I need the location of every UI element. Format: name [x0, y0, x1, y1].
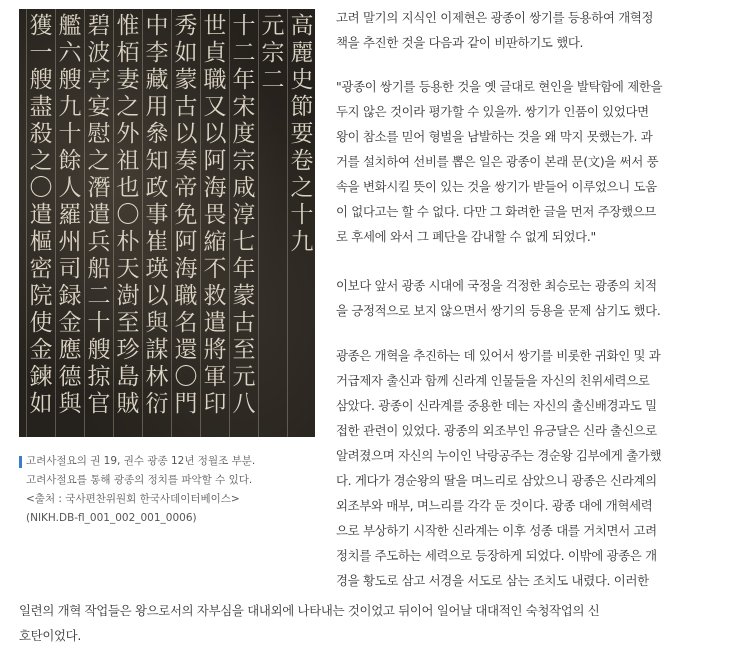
- hanja-character: 淳: [232, 202, 256, 228]
- column-rule: [258, 9, 259, 437]
- hanja-character: 一: [29, 40, 53, 66]
- classical-text-column: [231, 13, 257, 418]
- hanja-character: 咸: [232, 175, 256, 201]
- paragraph-quote: [336, 74, 729, 249]
- hanja-character: 艘: [87, 337, 111, 363]
- hanja-character: 如: [174, 40, 198, 66]
- caption-source-id: (NIKH.DB-fl_001_002_001_0006): [26, 512, 197, 524]
- hanja-character: 印: [203, 391, 227, 417]
- hanja-character: 珍: [116, 337, 140, 363]
- hanja-character: 宋: [232, 94, 256, 120]
- hanja-character: 李: [145, 40, 169, 66]
- hanja-character: 澍: [116, 283, 140, 309]
- hanja-character: 海: [174, 256, 198, 282]
- hanja-character: 以: [174, 121, 198, 147]
- hanja-character: 卷: [290, 148, 314, 174]
- hanja-character: 鍊: [29, 364, 53, 390]
- classical-text-column: [57, 13, 83, 418]
- hanja-character: 門: [174, 391, 198, 417]
- hanja-character: 元: [261, 13, 285, 39]
- hanja-character: 外: [116, 121, 140, 147]
- hanja-character: 九: [58, 94, 82, 120]
- hanja-character: 以: [145, 283, 169, 309]
- hanja-character: 波: [87, 40, 111, 66]
- text-line: 속을 변화시킬 뜻이 있는 것을 쌍기가 받들어 이루었으니 도움: [336, 179, 657, 194]
- hanja-character: 秀: [174, 13, 198, 39]
- hanja-character: 政: [145, 175, 169, 201]
- text-line: 왕이 참소를 믿어 형벌을 남발하는 것을 왜 막지 못했는가. 과: [336, 129, 653, 144]
- hanja-character: 德: [58, 364, 82, 390]
- text-line: 으로 부상하기 시작한 신라계는 이후 성종 대를 거치면서 고려: [336, 523, 657, 538]
- text-line: 일련의 개혁 작업들은 왕으로서의 자부심을 대내외에 나타내는 것이었고 뒤이어 일어날 대대적인 숙청작업의 신: [19, 603, 600, 618]
- hanja-character: 〇: [116, 202, 140, 228]
- image-caption: [19, 452, 319, 528]
- text-line: 책을 추진한 것을 다음과 같이 비판하기도 했다.: [336, 35, 584, 50]
- hanja-character: 十: [87, 310, 111, 336]
- hanja-character: 又: [203, 94, 227, 120]
- paragraph-4-continued: [19, 598, 729, 648]
- hanja-character: 之: [290, 175, 314, 201]
- hanja-character: 與: [145, 310, 169, 336]
- hanja-character: 以: [203, 121, 227, 147]
- text-line: 거를 설치하여 선비를 뽑은 일은 광종이 본래 문(文)을 써서 풍: [336, 154, 659, 169]
- column-rule: [55, 9, 56, 437]
- hanja-character: 將: [203, 337, 227, 363]
- hanja-character: 不: [203, 256, 227, 282]
- hanja-character: 救: [203, 283, 227, 309]
- hanja-character: 名: [174, 310, 198, 336]
- hanja-character: 古: [174, 94, 198, 120]
- hanja-character: 高: [290, 13, 314, 39]
- hanja-character: 密: [29, 256, 53, 282]
- hanja-character: 賊: [116, 391, 140, 417]
- hanja-character: 艘: [58, 67, 82, 93]
- text-line: 광종은 개혁을 추진하는 데 있어서 쌍기를 비롯한 귀화인 및 과: [336, 348, 661, 363]
- hanja-character: 二: [87, 283, 111, 309]
- hanja-character: 還: [174, 337, 198, 363]
- hanja-character: 林: [145, 364, 169, 390]
- hanja-character: 叅: [145, 121, 169, 147]
- hanja-character: 知: [145, 148, 169, 174]
- hanja-character: 人: [58, 175, 82, 201]
- hanja-character: 八: [232, 391, 256, 417]
- hanja-character: 蒙: [232, 283, 256, 309]
- hanja-character: 帝: [174, 175, 198, 201]
- hanja-character: 九: [290, 229, 314, 255]
- hanja-character: 慰: [87, 121, 111, 147]
- hanja-character: 如: [29, 391, 53, 417]
- hanja-character: 之: [29, 148, 53, 174]
- hanja-character: 與: [58, 391, 82, 417]
- hanja-character: 二: [261, 67, 285, 93]
- hanja-character: 惟: [116, 13, 140, 39]
- classical-text-column: [28, 13, 54, 418]
- classical-text-column: [115, 13, 141, 418]
- hanja-character: 十: [58, 121, 82, 147]
- hanja-character: 軍: [203, 364, 227, 390]
- hanja-character: 之: [116, 94, 140, 120]
- hanja-character: 史: [290, 67, 314, 93]
- hanja-character: 船: [87, 256, 111, 282]
- hanja-character: 羅: [58, 202, 82, 228]
- text-line: 이보다 앞서 광종 시대에 국정을 걱정한 최승로는 광종의 치적: [336, 278, 657, 293]
- text-line: 다. 게다가 경순왕의 딸을 며느리로 삼았으니 광종은 신라계의: [336, 473, 657, 488]
- hanja-character: 元: [232, 364, 256, 390]
- hanja-character: 宴: [87, 94, 111, 120]
- hanja-character: 之: [87, 148, 111, 174]
- caption-line-2: 고려사절요를 통해 광종의 정치를 파악할 수 있다.: [26, 474, 253, 486]
- caption-line-1: 고려사절요의 권 19, 권수 광종 12년 정월조 부분.: [26, 455, 256, 467]
- hanja-character: 麗: [290, 40, 314, 66]
- hanja-character: 盡: [29, 94, 53, 120]
- hanja-character: 衍: [145, 391, 169, 417]
- hanja-character: 蒙: [174, 67, 198, 93]
- hanja-character: 遣: [29, 202, 53, 228]
- hanja-character: 事: [145, 202, 169, 228]
- paragraph-1: [336, 5, 729, 55]
- hanja-character: 金: [29, 337, 53, 363]
- hanja-character: 掠: [87, 364, 111, 390]
- hanja-character: 艘: [29, 67, 53, 93]
- historical-text-image: [19, 9, 315, 437]
- hanja-character: 古: [232, 310, 256, 336]
- hanja-character: 餘: [58, 148, 82, 174]
- hanja-character: 用: [145, 94, 169, 120]
- hanja-character: 度: [232, 121, 256, 147]
- classical-text-column: [260, 13, 286, 94]
- hanja-character: 殺: [29, 121, 53, 147]
- hanja-character: 藏: [145, 67, 169, 93]
- hanja-character: 朴: [116, 229, 140, 255]
- hanja-character: 祖: [116, 148, 140, 174]
- text-line: 호탄이었다.: [19, 628, 81, 643]
- hanja-character: 州: [58, 229, 82, 255]
- hanja-character: 要: [290, 121, 314, 147]
- hanja-character: 十: [232, 13, 256, 39]
- column-rule: [142, 9, 143, 437]
- hanja-character: 阿: [203, 148, 227, 174]
- hanja-character: 謀: [145, 337, 169, 363]
- classical-text-column: [202, 13, 228, 418]
- hanja-character: 奏: [174, 148, 198, 174]
- hanja-character: 院: [29, 283, 53, 309]
- classical-text-column: [144, 13, 170, 418]
- column-rule: [200, 9, 201, 437]
- hanja-character: 職: [203, 67, 227, 93]
- hanja-character: 亭: [87, 67, 111, 93]
- hanja-character: 獲: [29, 13, 53, 39]
- text-line: 접한 관련이 있었다. 광종의 외조부인 유긍달은 신라 출신으로: [336, 423, 657, 438]
- hanja-character: 年: [232, 67, 256, 93]
- text-line: 을 긍정적으로 보지 않으면서 쌍기의 등용을 문제 삼기도 했다.: [336, 303, 661, 318]
- hanja-character: 金: [58, 310, 82, 336]
- hanja-character: 也: [116, 175, 140, 201]
- hanja-character: 〇: [174, 364, 198, 390]
- column-rule: [26, 9, 27, 437]
- hanja-character: 〇: [29, 175, 53, 201]
- hanja-character: 年: [232, 256, 256, 282]
- text-line: 두지 않은 것이라 평가할 수 있을까. 쌍기가 인품이 있었다면: [336, 104, 649, 119]
- hanja-character: 艦: [58, 13, 82, 39]
- hanja-character: 録: [58, 283, 82, 309]
- column-rule: [229, 9, 230, 437]
- text-line: 정치를 주도하는 세력으로 등장하게 되었다. 이밖에 광종은 개: [336, 548, 657, 563]
- hanja-character: 遣: [87, 202, 111, 228]
- text-line: 거급제자 출신과 함께 신라계 인물들을 자신의 친위세력으로: [336, 373, 650, 388]
- hanja-character: 中: [145, 13, 169, 39]
- text-line: "광종이 쌍기를 등용한 것을 옛 글대로 현인을 발탁함에 제한을: [336, 79, 663, 94]
- hanja-character: 潛: [87, 175, 111, 201]
- text-line: 이 없다고는 할 수 없다. 다만 그 화려한 글을 먼저 주장했으므: [336, 204, 657, 219]
- classical-text-column: [173, 13, 199, 418]
- hanja-character: 六: [58, 40, 82, 66]
- hanja-character: 海: [203, 175, 227, 201]
- hanja-character: 栢: [116, 40, 140, 66]
- hanja-character: 二: [232, 40, 256, 66]
- caption-source: <출처 : 국사편찬위원회 한국사데이터베이스>: [26, 493, 240, 505]
- hanja-character: 畏: [203, 202, 227, 228]
- hanja-character: 瑛: [145, 256, 169, 282]
- hanja-character: 應: [58, 337, 82, 363]
- classical-text-column: [289, 13, 315, 256]
- hanja-character: 十: [290, 202, 314, 228]
- hanja-character: 宗: [261, 40, 285, 66]
- hanja-character: 兵: [87, 229, 111, 255]
- column-rule: [113, 9, 114, 437]
- hanja-character: 七: [232, 229, 256, 255]
- column-rule: [287, 9, 288, 437]
- hanja-character: 免: [174, 202, 198, 228]
- hanja-character: 使: [29, 310, 53, 336]
- hanja-character: 天: [116, 256, 140, 282]
- hanja-character: 樞: [29, 229, 53, 255]
- caption-accent-bar: [19, 456, 22, 468]
- text-line: 삼았다. 광종이 신라계를 중용한 데는 자신의 출신배경과도 밀: [336, 398, 657, 413]
- hanja-character: 貞: [203, 40, 227, 66]
- column-rule: [171, 9, 172, 437]
- hanja-character: 節: [290, 94, 314, 120]
- hanja-character: 碧: [87, 13, 111, 39]
- hanja-character: 至: [232, 337, 256, 363]
- classical-text-column: [86, 13, 112, 418]
- hanja-character: 遣: [203, 310, 227, 336]
- text-line: 로 후세에 와서 그 폐단을 감내할 수 없게 되었다.": [336, 229, 596, 244]
- hanja-character: 崔: [145, 229, 169, 255]
- hanja-character: 島: [116, 364, 140, 390]
- hanja-character: 司: [58, 256, 82, 282]
- text-line: 외조부와 매부, 며느리를 각각 둔 것이다. 광종 대에 개혁세력: [336, 498, 653, 513]
- paragraph-3: [336, 273, 729, 323]
- hanja-character: 阿: [174, 229, 198, 255]
- column-rule: [84, 9, 85, 437]
- hanja-character: 至: [116, 310, 140, 336]
- hanja-character: 宗: [232, 148, 256, 174]
- paragraph-4: [336, 343, 729, 593]
- hanja-character: 世: [203, 13, 227, 39]
- hanja-character: 妻: [116, 67, 140, 93]
- text-line: 경을 황도로 삼고 서경을 서도로 삼는 조치도 내렸다. 이러한: [336, 573, 649, 588]
- text-line: 알려졌으며 자신의 누이인 낙랑공주는 경순왕 김부에게 출가했: [336, 448, 662, 463]
- hanja-character: 官: [87, 391, 111, 417]
- text-line: 고려 말기의 지식인 이제현은 광종이 쌍기를 등용하여 개혁정: [336, 10, 654, 25]
- hanja-character: 職: [174, 283, 198, 309]
- hanja-character: 縮: [203, 229, 227, 255]
